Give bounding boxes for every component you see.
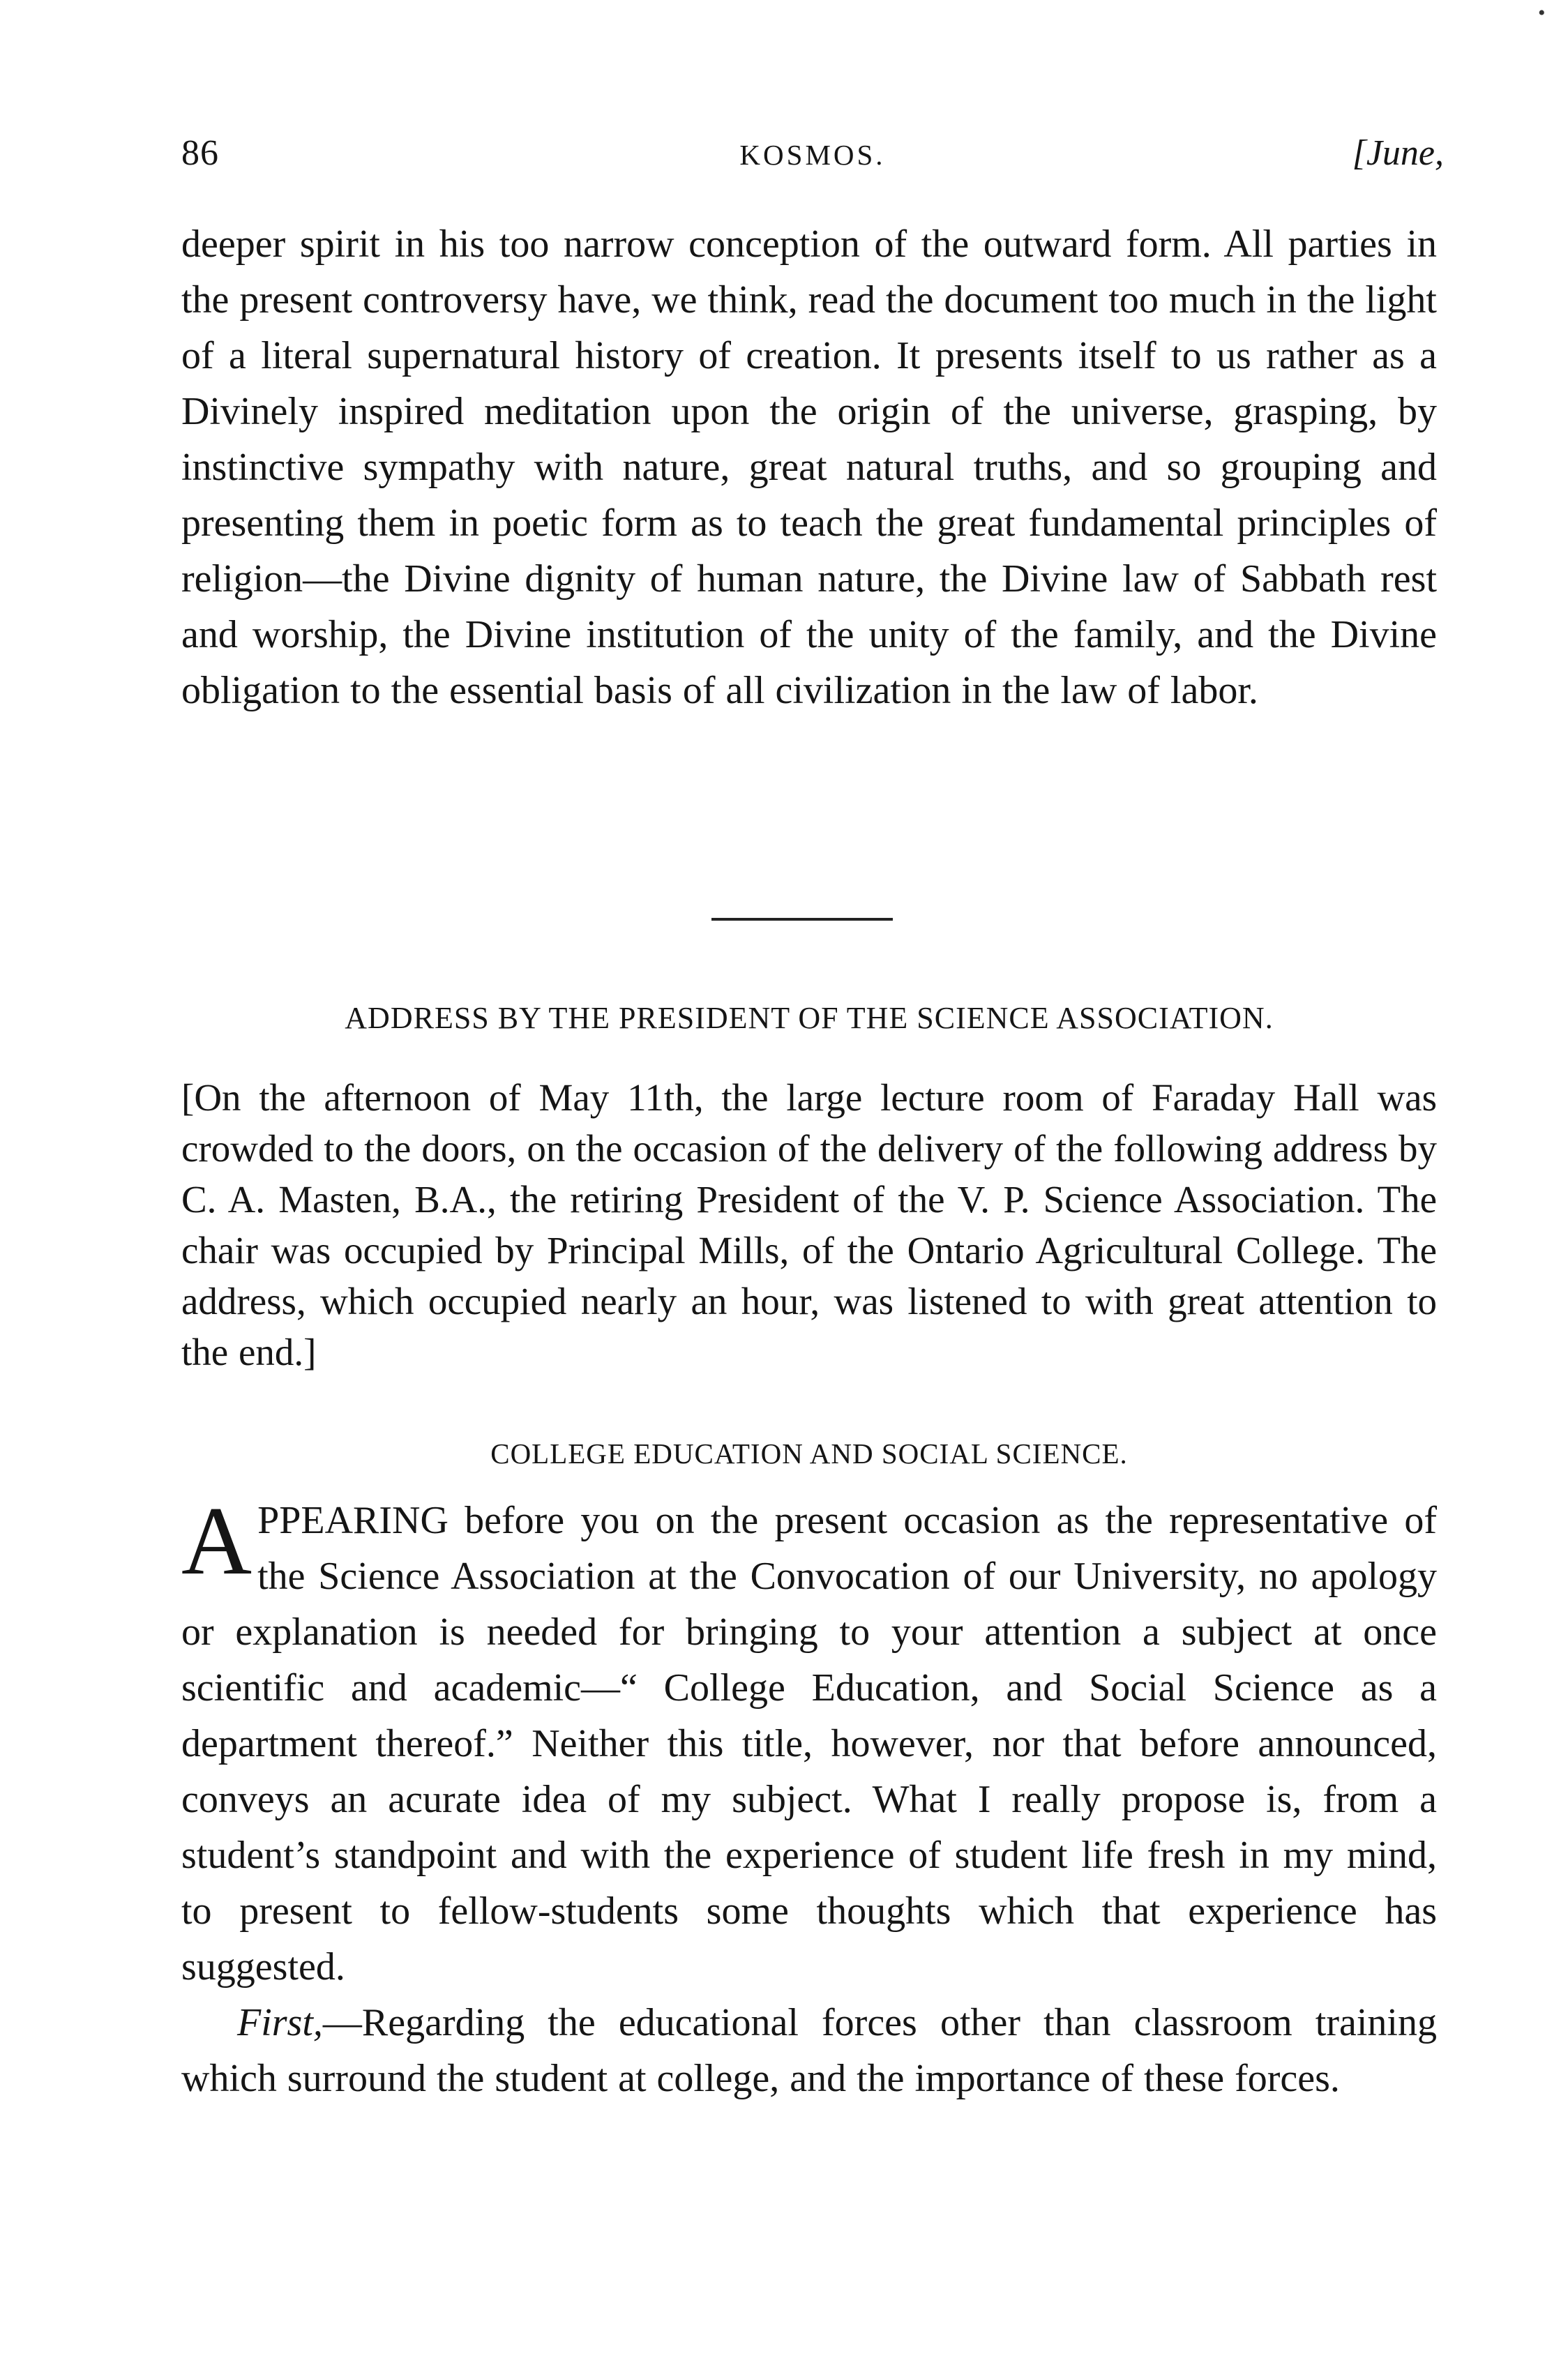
address-subtitle: COLLEGE EDUCATION AND SOCIAL SCIENCE. [490, 1437, 1128, 1470]
paragraph-text: deeper spirit in his too narrow conception of the outward form. All parties in the present controversy have, we think, read the document too much in the light of a literal supernatural history of creation. It presents itself to us rather as a Divinely inspired meditation upon the origin of the universe, grasping, by instinctive sympathy with nature, great natural truths, and so grouping and presenting them in poetic form as to teach the great fundamental principles of religion—the Divine dignity of human nature, the Divine law of Sabbath rest and worship, the Divine institution of the unity of the family, and the Divine obligation to the essential basis of all civilization in the law of labor. [181, 222, 1437, 712]
header-month [1352, 126, 1444, 181]
first-point-text: —Regarding the educational forces other than classroom training which surround the student at college, and the importance of these forces. [181, 2001, 1437, 2100]
address-opening-text: PPEARING before you on the present occasion as the representative of the Science Association at the Convocation of our University, no apology or explanation is needed for bringing to your attention a subject at once scientific and academic—“ College Education, and Social Science as a department thereof.” Neither this title, however, nor that before announced, conveys an acurate idea of my subject. What I really propose is, from a student’s standpoint and with the experience of student life fresh in my mind, to present to fellow-students some thoughts which that experience has suggested. [181, 1499, 1437, 1989]
address-body [181, 1487, 1437, 2106]
first-point-paragraph [181, 1995, 1437, 2106]
running-header [181, 126, 1444, 181]
page-number: 86 [181, 133, 219, 173]
section-divider [711, 918, 893, 921]
drop-cap: A [181, 1487, 252, 1595]
introductory-note [181, 1072, 1437, 1378]
intro-text: [On the afternoon of May 11th, the large lecture room of Faraday Hall was crowded to the doors, on the occasion of the delivery of the following address by C. A. Masten, B.A., the retiring President of the V. P. Science Association. The chair was occupied by Principal Mills, of the Ontario Agricultural College. The address, which occupied nearly an hour, was listened to with great attention to the end.] [181, 1076, 1437, 1373]
month-italic: [June, [1352, 133, 1444, 173]
first-label: First, [237, 2001, 323, 2044]
section-title: ADDRESS BY THE PRESIDENT OF THE SCIENCE ASSOCIATION. [345, 1001, 1274, 1035]
address-opening-paragraph [181, 1487, 1437, 1995]
running-title: KOSMOS. [739, 139, 886, 171]
opening-paragraph [181, 216, 1437, 718]
margin-mark: • [1538, 1, 1546, 24]
